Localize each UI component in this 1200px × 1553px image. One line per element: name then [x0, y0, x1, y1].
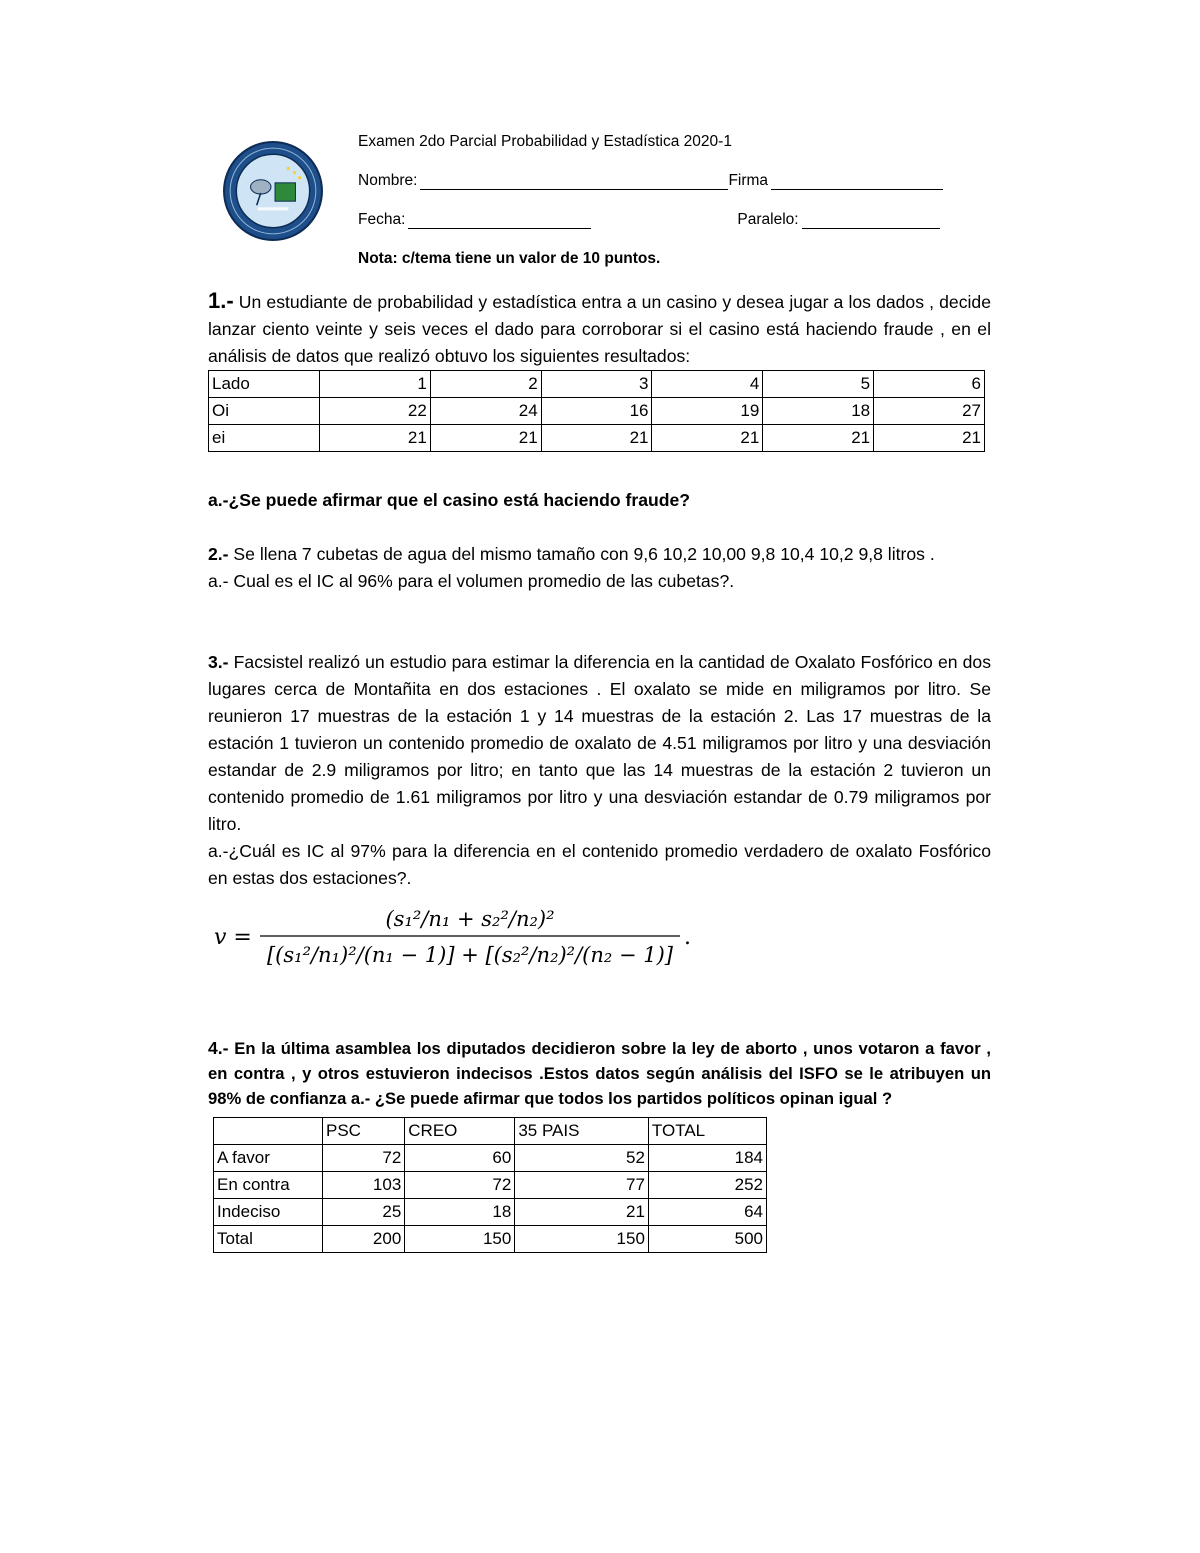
fecha-field[interactable]	[408, 213, 591, 229]
nombre-field[interactable]	[420, 174, 728, 190]
table-cell	[214, 1118, 323, 1145]
question-3-number: 3.-	[208, 652, 229, 672]
formula-lhs: v =	[214, 925, 252, 950]
table-row	[214, 1118, 767, 1145]
degrees-of-freedom-formula	[210, 900, 710, 975]
table-row	[214, 1145, 767, 1172]
exam-title: Examen 2do Parcial Probabilidad y Estadística 2020-1	[358, 133, 732, 150]
table-cell: 77	[515, 1172, 649, 1199]
table-cell: 200	[323, 1226, 405, 1253]
table-cell: 22	[320, 398, 431, 425]
table-cell: 27	[874, 398, 985, 425]
table-cell: Indeciso	[214, 1199, 323, 1226]
table-cell: 60	[405, 1145, 515, 1172]
nombre-label: Nombre:	[358, 172, 418, 189]
formula-denominator: [(s₁²/n₁)²/(n₁ − 1)] + [(s₂²/n₂)²/(n₂ − 1)]	[266, 943, 674, 967]
table-cell: 64	[648, 1199, 766, 1226]
question-4	[208, 1036, 991, 1111]
table-cell: 21	[320, 425, 431, 452]
table-row	[214, 1199, 767, 1226]
table-cell: 21	[874, 425, 985, 452]
table-cell: 25	[323, 1199, 405, 1226]
paralelo-field[interactable]	[802, 213, 940, 229]
table-cell: 21	[652, 425, 763, 452]
formula-numerator: (s₁²/n₁ + s₂²/n₂)²	[385, 907, 555, 931]
table-cell: 3	[541, 371, 652, 398]
firma-field[interactable]	[771, 174, 943, 190]
question-2-text: Se llena 7 cubetas de agua del mismo tamaño con 9,6 10,2 10,00 9,8 10,4 10,2 9,8 litros .	[228, 544, 935, 564]
firma-label: Firma	[728, 172, 769, 189]
dice-results-table	[208, 370, 985, 452]
table-cell: CREO	[405, 1118, 515, 1145]
table-cell: 4	[652, 371, 763, 398]
vote-contingency-table	[213, 1117, 767, 1253]
table-row	[209, 371, 985, 398]
question-1-number: 1.-	[208, 288, 234, 313]
table-cell: Lado	[209, 371, 320, 398]
question-2-subquestion: a.- Cual es el IC al 96% para el volumen promedio de las cubetas?.	[208, 571, 735, 591]
question-3-text: Facsistel realizó un estudio para estimar la diferencia en la cantidad de Oxalato Fosfórico en dos lugares cerca de Montañita en dos estaciones . El oxalato se mide en miligramos por litro. Se reunieron 17 muestras de la estación 1 y 14 muestras de la estación 2. Las 17 muestras de la estación 1 tuvieron un contenido promedio de oxalato de 4.51 miligramos por litro y una desviación estandar de 2.9 miligramos por litro; en tanto que las 14 muestras de la estación 2 tuvieron un contenido promedio de 1.61 miligramos por litro y una desviación estandar de 0.79 miligramos por litro.	[208, 652, 991, 834]
table-cell: 72	[323, 1145, 405, 1172]
question-3	[208, 649, 991, 892]
table-cell: 19	[652, 398, 763, 425]
table-cell: 18	[405, 1199, 515, 1226]
date-row	[358, 211, 940, 229]
question-1-text: Un estudiante de probabilidad y estadística entra a un casino y desea jugar a los dados , decide lanzar ciento veinte y seis veces el dado para corroborar si el casino está haciendo fraude , en el análisis de datos que realizó obtuvo los siguientes resultados:	[208, 292, 991, 366]
table-cell: 6	[874, 371, 985, 398]
fecha-label: Fecha:	[358, 211, 406, 228]
table-cell: 2	[430, 371, 541, 398]
table-cell: Total	[214, 1226, 323, 1253]
table-row	[209, 398, 985, 425]
table-cell: TOTAL	[648, 1118, 766, 1145]
paralelo-label: Paralelo:	[737, 211, 799, 228]
table-cell: 35 PAIS	[515, 1118, 649, 1145]
table-cell: 150	[405, 1226, 515, 1253]
question-2-number: 2.-	[208, 544, 229, 564]
table-cell: 500	[648, 1226, 766, 1253]
table-cell: PSC	[323, 1118, 405, 1145]
university-seal-logo	[222, 140, 324, 242]
question-4-number: 4.-	[208, 1038, 229, 1058]
table-cell: 184	[648, 1145, 766, 1172]
table-cell: 16	[541, 398, 652, 425]
table-cell: 21	[515, 1199, 649, 1226]
table-cell: 103	[323, 1172, 405, 1199]
table-cell: 24	[430, 398, 541, 425]
table-cell: 5	[763, 371, 874, 398]
table-cell: ei	[209, 425, 320, 452]
table-row	[214, 1226, 767, 1253]
table-cell: En contra	[214, 1172, 323, 1199]
table-cell: 21	[541, 425, 652, 452]
question-2	[208, 541, 991, 595]
question-1	[208, 287, 991, 370]
table-row	[214, 1172, 767, 1199]
question-4-text: En la última asamblea los diputados decidieron sobre la ley de aborto , unos votaron a favor , en contra , y otros estuvieron indecisos .Estos datos según análisis del ISFO se le atribuyen un 98% de confianza a.- ¿Se puede afirmar que todos los partidos políticos opinan igual ?	[208, 1039, 991, 1108]
name-row	[358, 172, 943, 190]
table-cell: 21	[763, 425, 874, 452]
table-row	[209, 425, 985, 452]
table-cell: 1	[320, 371, 431, 398]
question-1-subquestion: a.-¿Se puede afirmar que el casino está haciendo fraude?	[208, 490, 691, 510]
table-cell: 72	[405, 1172, 515, 1199]
grading-note: Nota: c/tema tiene un valor de 10 puntos.	[358, 250, 661, 267]
table-cell: 21	[430, 425, 541, 452]
table-cell: 252	[648, 1172, 766, 1199]
table-cell: 18	[763, 398, 874, 425]
table-cell: 52	[515, 1145, 649, 1172]
table-cell: A favor	[214, 1145, 323, 1172]
question-3-subquestion: a.-¿Cuál es IC al 97% para la diferencia en el contenido promedio verdadero de oxalato Fosfórico en estas dos estaciones?.	[208, 841, 991, 888]
table-cell: Oi	[209, 398, 320, 425]
formula-end: .	[684, 925, 691, 950]
table-cell: 150	[515, 1226, 649, 1253]
